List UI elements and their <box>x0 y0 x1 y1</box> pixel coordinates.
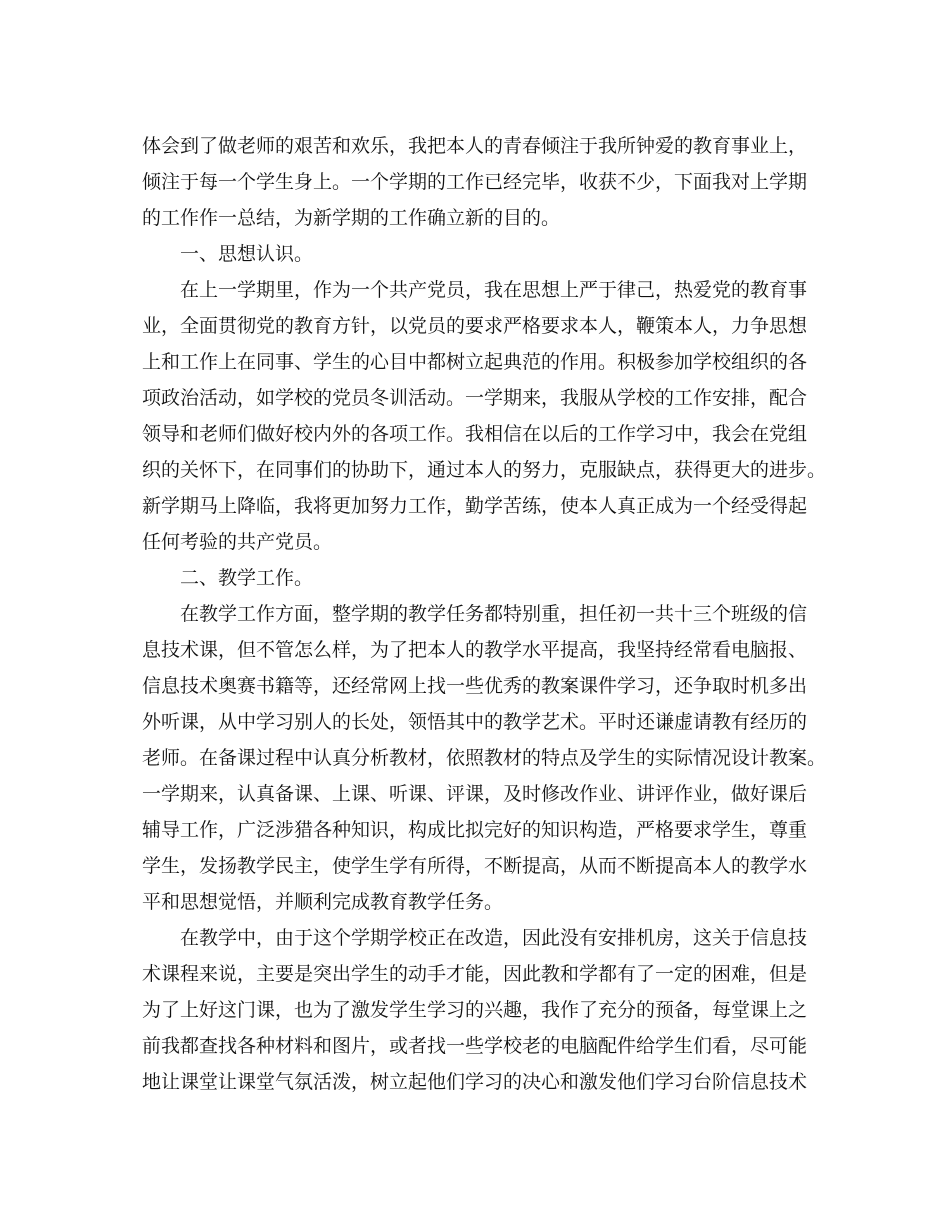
text-line: 老师。在备课过程中认真分析教材，依照教材的特点及学生的实际情况设计教案。 <box>142 747 827 769</box>
text-line: 体会到了做老师的艰苦和欢乐，我把本人的青春倾注于我所钟爱的教育事业上， <box>142 135 808 157</box>
text-line: 息技术课，但不管怎么样，为了把本人的教学水平提高，我坚持经常看电脑报、 <box>142 639 808 661</box>
text-line: 一学期来，认真备课、上课、听课、评课，及时修改作业、讲评作业，做好课后 <box>142 783 808 805</box>
document-body <box>142 128 827 1100</box>
text-line: 信息技术奥赛书籍等，还经常网上找一些优秀的教案课件学习，还争取时机多出 <box>142 675 808 697</box>
text-line: 领导和老师们做好校内外的各项工作。我相信在以后的工作学习中，我会在党组 <box>142 423 808 445</box>
text-line: 业，全面贯彻党的教育方针，以党员的要求严格要求本人，鞭策本人，力争思想 <box>142 315 808 337</box>
section-heading: 一、思想认识。 <box>180 243 314 265</box>
text-line: 术课程来说，主要是突出学生的动手才能，因此教和学都有了一定的困难，但是 <box>142 963 808 985</box>
text-line: 在教学工作方面，整学期的教学任务都特别重，担任初一共十三个班级的信 <box>180 603 808 625</box>
text-line: 项政治活动，如学校的党员冬训活动。一学期来，我服从学校的工作安排，配合 <box>142 387 808 409</box>
text-line: 地让课堂让课堂气氛活泼，树立起他们学习的决心和激发他们学习台阶信息技术 <box>142 1071 808 1093</box>
text-line: 在教学中，由于这个学期学校正在改造，因此没有安排机房，这关于信息技 <box>180 927 808 949</box>
text-line: 新学期马上降临，我将更加努力工作，勤学苦练，使本人真正成为一个经受得起 <box>142 495 808 517</box>
text-line: 倾注于每一个学生身上。一个学期的工作已经完毕，收获不少，下面我对上学期 <box>142 171 808 193</box>
text-line: 外听课，从中学习别人的长处，领悟其中的教学艺术。平时还谦虚请教有经历的 <box>142 711 808 733</box>
text-line: 在上一学期里，作为一个共产党员，我在思想上严于律己，热爱党的教育事 <box>180 279 808 301</box>
text-line: 上和工作上在同事、学生的心目中都树立起典范的作用。积极参加学校组织的各 <box>142 351 808 373</box>
section-heading: 二、教学工作。 <box>180 567 314 589</box>
text-line: 为了上好这门课，也为了激发学生学习的兴趣，我作了充分的预备，每堂课上之 <box>142 999 808 1021</box>
text-line: 织的关怀下，在同事们的协助下，通过本人的努力，克服缺点，获得更大的进步。 <box>142 459 827 481</box>
text-line: 辅导工作，广泛涉猎各种知识，构成比拟完好的知识构造，严格要求学生，尊重 <box>142 819 808 841</box>
text-line: 的工作作一总结，为新学期的工作确立新的目的。 <box>142 207 561 229</box>
text-line: 学生，发扬教学民主，使学生学有所得，不断提高，从而不断提高本人的教学水 <box>142 855 808 877</box>
text-line: 前我都查找各种材料和图片，或者找一些学校老的电脑配件给学生们看，尽可能 <box>142 1035 808 1057</box>
text-line: 平和思想觉悟，并顺利完成教育教学任务。 <box>142 891 504 913</box>
text-line: 任何考验的共产党员。 <box>142 531 333 553</box>
